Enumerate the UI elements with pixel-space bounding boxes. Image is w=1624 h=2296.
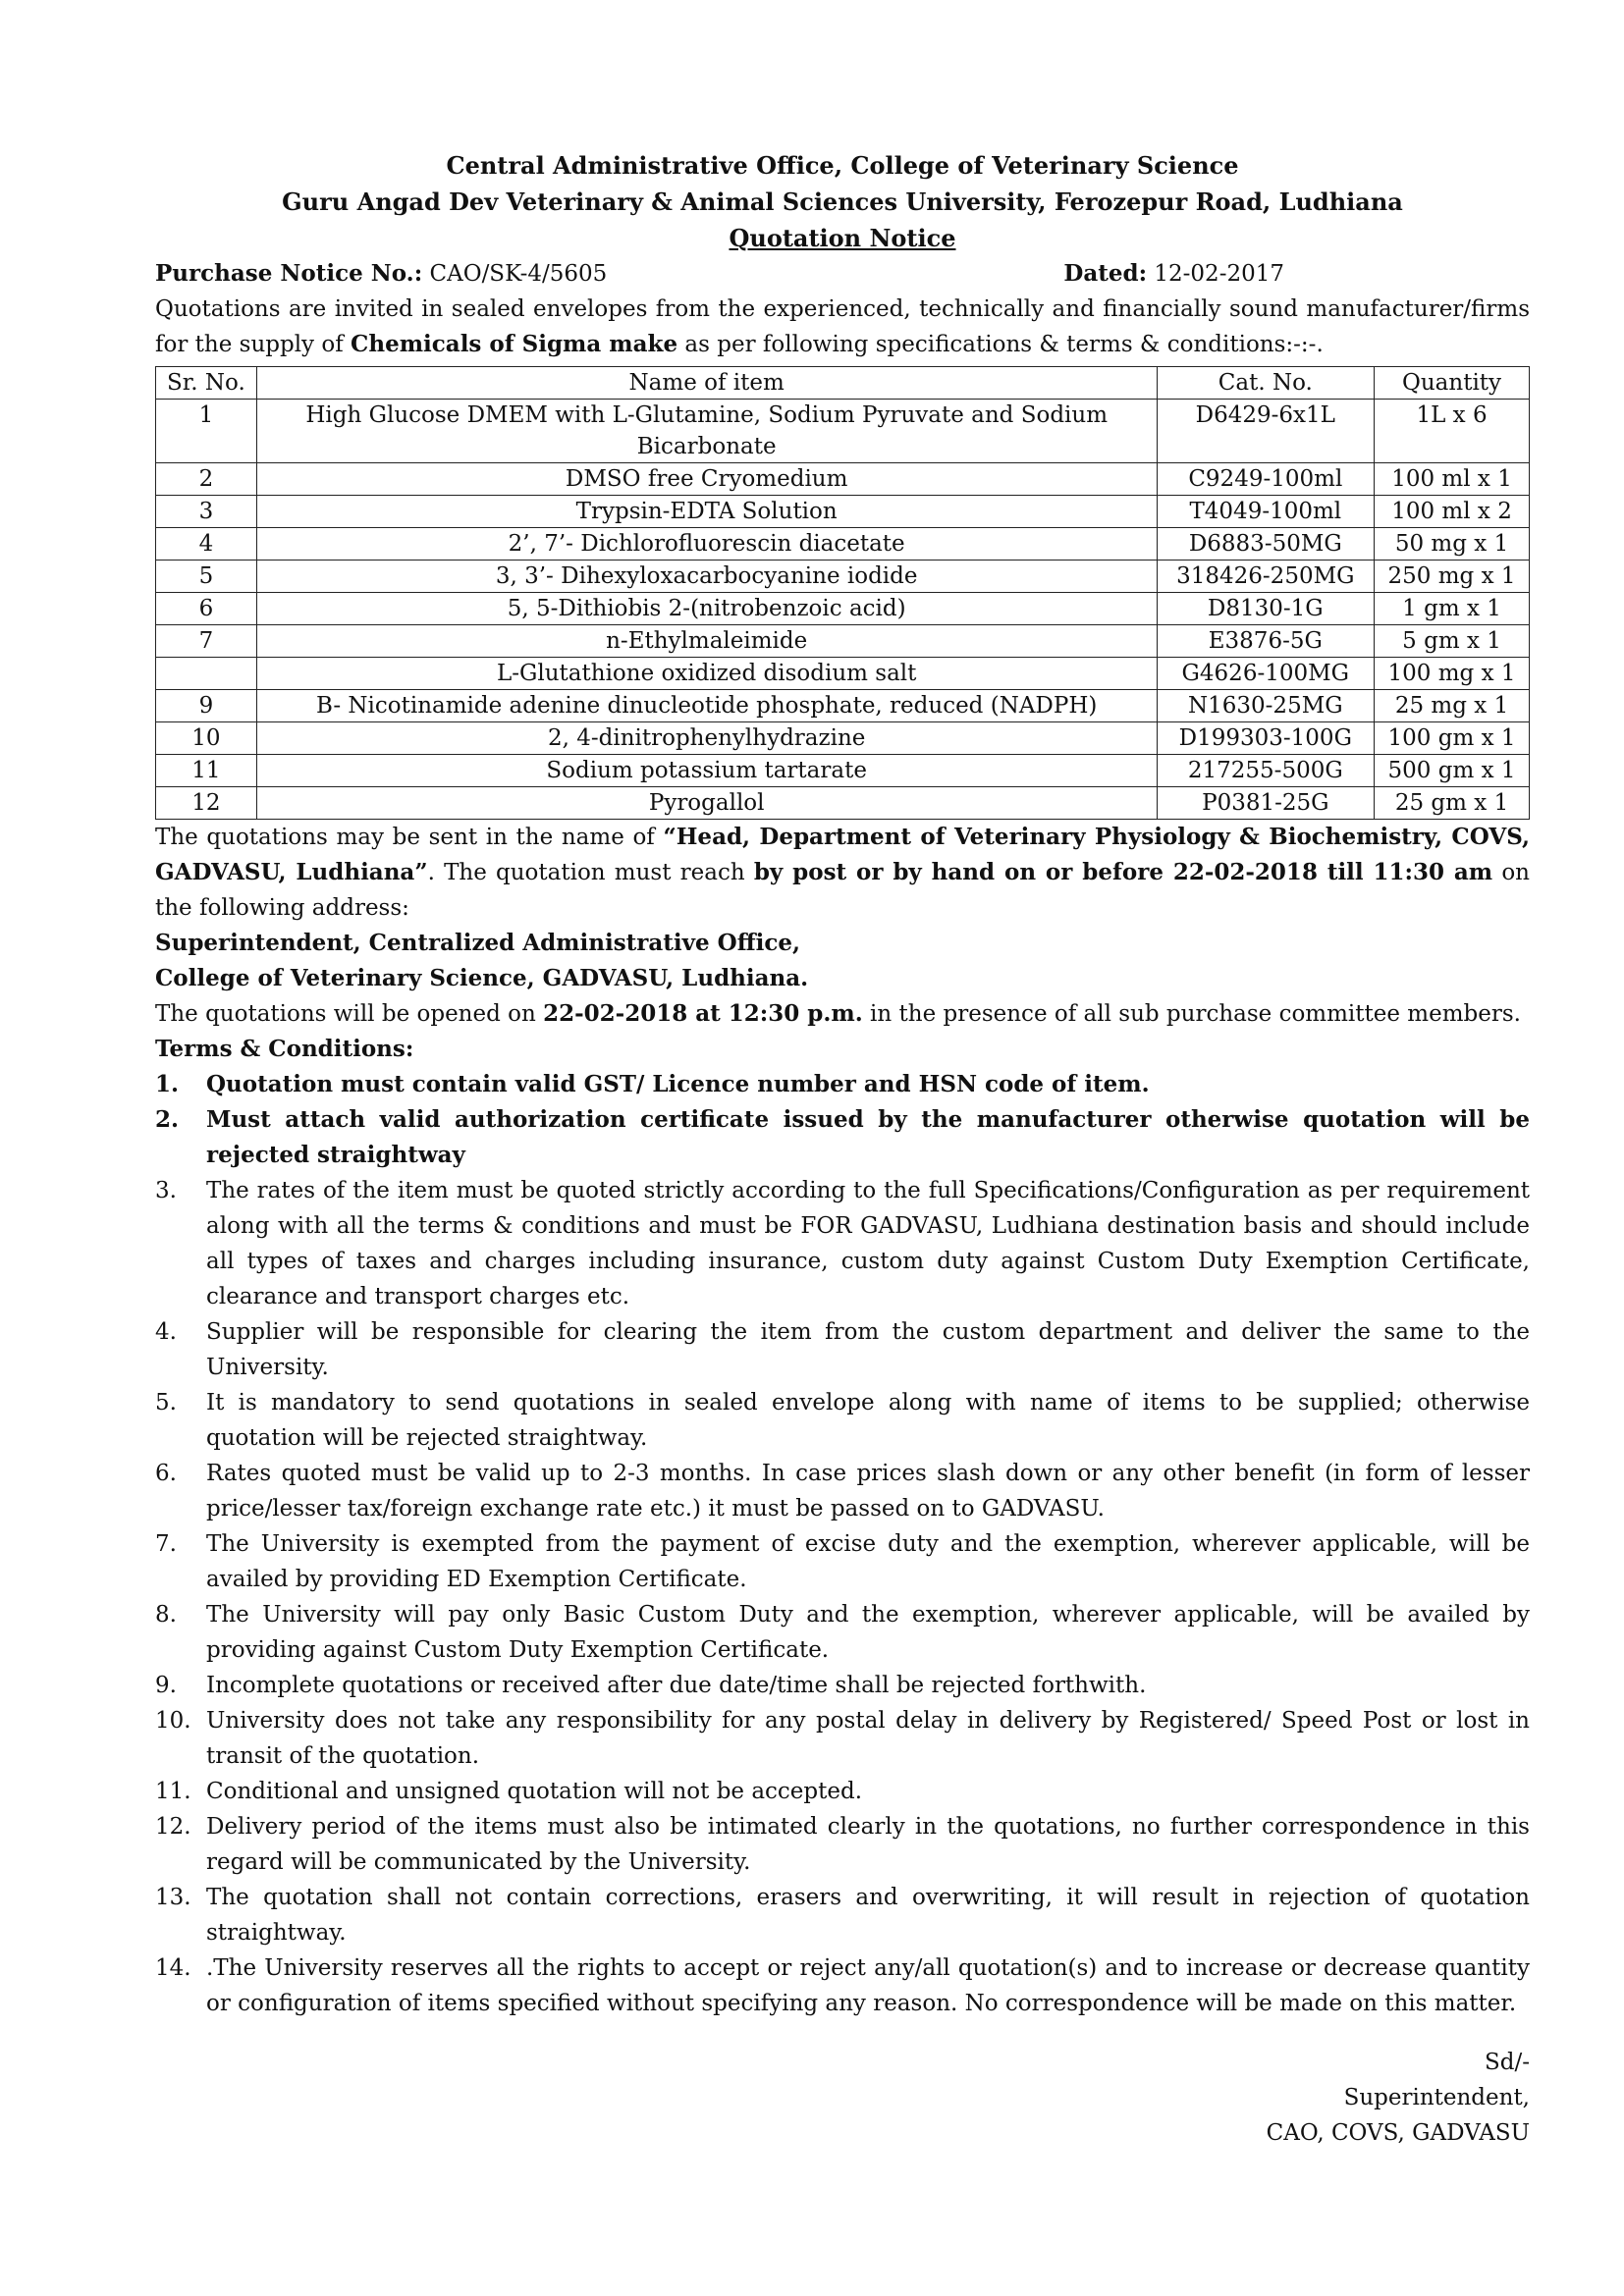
cell-sr-no: 3: [156, 496, 257, 528]
terms-list: [155, 1067, 1530, 2021]
signature-sd: Sd/-: [1485, 2050, 1530, 2075]
term-text: Delivery period of the items must also be intimated clearly in the quotations, no further correspondence in this regard will be communicated by the University.: [206, 1814, 1530, 1875]
terms-title: Terms & Conditions:: [155, 1036, 414, 1062]
term-text: .The University reserves all the rights to accept or reject any/all quotation(s) and to increase or decrease quantity or configuration of items specified without specifying any reason. No correspondence will be made on this matter.: [206, 1955, 1530, 2016]
document-header: [155, 147, 1530, 256]
signature-office: CAO, COVS, GADVASU: [1266, 2120, 1530, 2146]
cell-cat-no: C9249-100ml: [1157, 463, 1375, 496]
term-number: 7.: [155, 1531, 177, 1557]
table-row: [156, 593, 1530, 625]
cell-item-name: n-Ethylmaleimide: [256, 625, 1157, 658]
opening-paragraph: The quotations will be opened on 22-02-2018 at 12:30 p.m. in the presence of all sub purchase committee members.: [155, 1000, 1521, 1027]
term-number: 5.: [155, 1390, 177, 1415]
term-item: [155, 1102, 1530, 1173]
items-table: [155, 366, 1530, 820]
cell-cat-no: 318426-250MG: [1157, 561, 1375, 593]
cell-item-name: 2’, 7’- Dichlorofluorescin diacetate: [256, 528, 1157, 561]
cell-quantity: 100 ml x 1: [1375, 463, 1530, 496]
cell-cat-no: D8130-1G: [1157, 593, 1375, 625]
cell-quantity: 25 mg x 1: [1375, 690, 1530, 722]
term-number: 9.: [155, 1673, 177, 1698]
term-text: The quotation shall not contain corrections, erasers and overwriting, it will result in rejection of quotation straightway.: [206, 1885, 1530, 1946]
header-sr-no: Sr. No.: [156, 367, 257, 400]
cell-quantity: 100 ml x 2: [1375, 496, 1530, 528]
header-item-name: Name of item: [256, 367, 1157, 400]
notice-date: Dated: 12-02-2017: [1063, 260, 1284, 287]
term-number: 8.: [155, 1602, 177, 1628]
term-number: 13.: [155, 1885, 191, 1910]
term-item: [155, 1880, 1530, 1950]
term-number: 2.: [155, 1106, 180, 1133]
term-number: 14.: [155, 1955, 191, 1981]
table-row: [156, 787, 1530, 820]
cell-cat-no: T4049-100ml: [1157, 496, 1375, 528]
cell-quantity: 500 gm x 1: [1375, 755, 1530, 787]
term-item: [155, 1314, 1530, 1385]
cell-quantity: 100 mg x 1: [1375, 658, 1530, 690]
header-office-line: Central Administrative Office, College of Veterinary Science: [446, 151, 1239, 180]
term-text: Conditional and unsigned quotation will not be accepted.: [206, 1779, 863, 1804]
term-item: [155, 1456, 1530, 1526]
term-number: 1.: [155, 1071, 180, 1097]
term-text: Must attach valid authorization certificate issued by the manufacturer otherwise quotation will be rejected straightway: [206, 1106, 1530, 1168]
cell-item-name: Pyrogallol: [256, 787, 1157, 820]
cell-item-name: Sodium potassium tartarate: [256, 755, 1157, 787]
table-row: [156, 658, 1530, 690]
cell-sr-no: [156, 658, 257, 690]
notice-info-row: [155, 256, 1530, 292]
cell-cat-no: 217255-500G: [1157, 755, 1375, 787]
cell-sr-no: 4: [156, 528, 257, 561]
cell-cat-no: D6429-6x1L: [1157, 400, 1375, 463]
cell-sr-no: 7: [156, 625, 257, 658]
submission-paragraph: The quotations may be sent in the name of “Head, Department of Veterinary Physiology & Biochemistry, COVS, GADVASU, Ludhiana”. The quotation must reach by post or by hand on or before 22-02-2018 till 11:30 am on the following address:: [155, 824, 1530, 921]
term-text: Supplier will be responsible for clearing the item from the custom department and deliver the same to the University.: [206, 1319, 1530, 1380]
term-text: The University is exempted from the payment of excise duty and the exemption, wherever applicable, will be availed by providing ED Exemption Certificate.: [206, 1531, 1530, 1592]
cell-sr-no: 1: [156, 400, 257, 463]
table-row: [156, 722, 1530, 755]
term-text: Rates quoted must be valid up to 2-3 months. In case prices slash down or any other benefit (in form of lesser price/lesser tax/foreign exchange rate etc.) it must be passed on to GADVASU.: [206, 1461, 1530, 1522]
document-page: [155, 147, 1530, 2151]
cell-item-name: 3, 3’- Dihexyloxacarbocyanine iodide: [256, 561, 1157, 593]
cell-item-name: L-Glutathione oxidized disodium salt: [256, 658, 1157, 690]
cell-quantity: 5 gm x 1: [1375, 625, 1530, 658]
signature-block: [155, 2045, 1530, 2151]
cell-sr-no: 11: [156, 755, 257, 787]
term-text: The University will pay only Basic Custom Duty and the exemption, wherever applicable, will be availed by providing against Custom Duty Exemption Certificate.: [206, 1602, 1530, 1663]
cell-item-name: 5, 5-Dithiobis 2-(nitrobenzoic acid): [256, 593, 1157, 625]
cell-sr-no: 5: [156, 561, 257, 593]
cell-item-name: B- Nicotinamide adenine dinucleotide phosphate, reduced (NADPH): [256, 690, 1157, 722]
address-line-2: College of Veterinary Science, GADVASU, Ludhiana.: [155, 965, 809, 991]
cell-cat-no: G4626-100MG: [1157, 658, 1375, 690]
table-row: [156, 400, 1530, 463]
term-item: [155, 1668, 1530, 1703]
cell-cat-no: D199303-100G: [1157, 722, 1375, 755]
cell-quantity: 250 mg x 1: [1375, 561, 1530, 593]
cell-quantity: 50 mg x 1: [1375, 528, 1530, 561]
document-title: Quotation Notice: [729, 224, 956, 252]
cell-cat-no: P0381-25G: [1157, 787, 1375, 820]
cell-sr-no: 10: [156, 722, 257, 755]
table-row: [156, 625, 1530, 658]
term-text: Incomplete quotations or received after due date/time shall be rejected forthwith.: [206, 1673, 1147, 1698]
cell-item-name: 2, 4-dinitrophenylhydrazine: [256, 722, 1157, 755]
table-row: [156, 690, 1530, 722]
cell-item-name: DMSO free Cryomedium: [256, 463, 1157, 496]
cell-sr-no: 6: [156, 593, 257, 625]
term-number: 10.: [155, 1708, 191, 1734]
cell-quantity: 100 gm x 1: [1375, 722, 1530, 755]
cell-quantity: 1L x 6: [1375, 400, 1530, 463]
term-item: [155, 1173, 1530, 1314]
term-item: [155, 1526, 1530, 1597]
term-item: [155, 1597, 1530, 1668]
term-item: [155, 1809, 1530, 1880]
cell-item-name: High Glucose DMEM with L-Glutamine, Sodium Pyruvate and Sodium Bicarbonate: [256, 400, 1157, 463]
cell-cat-no: D6883-50MG: [1157, 528, 1375, 561]
cell-sr-no: 12: [156, 787, 257, 820]
term-item: [155, 1703, 1530, 1774]
term-item: [155, 1950, 1530, 2021]
header-quantity: Quantity: [1375, 367, 1530, 400]
table-row: [156, 561, 1530, 593]
cell-quantity: 25 gm x 1: [1375, 787, 1530, 820]
cell-quantity: 1 gm x 1: [1375, 593, 1530, 625]
signature-designation: Superintendent,: [1343, 2085, 1530, 2110]
table-row: [156, 496, 1530, 528]
table-header-row: [156, 367, 1530, 400]
term-text: Quotation must contain valid GST/ Licence number and HSN code of item.: [206, 1071, 1150, 1097]
cell-sr-no: 2: [156, 463, 257, 496]
table-row: [156, 755, 1530, 787]
term-text: It is mandatory to send quotations in sealed envelope along with name of items to be supplied; otherwise quotation will be rejected straightway.: [206, 1390, 1530, 1451]
term-number: 6.: [155, 1461, 177, 1486]
purchase-notice-number: Purchase Notice No.: CAO/SK-4/5605: [155, 260, 608, 287]
cell-cat-no: N1630-25MG: [1157, 690, 1375, 722]
term-number: 4.: [155, 1319, 177, 1345]
cell-cat-no: E3876-5G: [1157, 625, 1375, 658]
items-table-body: [156, 400, 1530, 820]
address-line-1: Superintendent, Centralized Administrative Office,: [155, 930, 800, 956]
term-item: [155, 1385, 1530, 1456]
term-item: [155, 1067, 1530, 1102]
term-number: 12.: [155, 1814, 191, 1840]
cell-sr-no: 9: [156, 690, 257, 722]
intro-paragraph: Quotations are invited in sealed envelopes from the experienced, technically and financially sound manufacturer/firms for the supply of Chemicals of Sigma make as per following specifications & terms & conditions:-:-.: [155, 296, 1530, 357]
term-number: 3.: [155, 1178, 177, 1203]
table-row: [156, 528, 1530, 561]
header-university-line: Guru Angad Dev Veterinary & Animal Sciences University, Ferozepur Road, Ludhiana: [282, 187, 1403, 216]
term-text: The rates of the item must be quoted strictly according to the full Specifications/Configuration as per requirement along with all the terms & conditions and must be FOR GADVASU, Ludhiana destination basis and should include all types of taxes and charges including insurance, custom duty against Custom Duty Exemption Certificate, clearance and transport charges etc.: [206, 1178, 1530, 1309]
term-item: [155, 1774, 1530, 1809]
header-cat-no: Cat. No.: [1157, 367, 1375, 400]
term-number: 11.: [155, 1779, 191, 1804]
cell-item-name: Trypsin-EDTA Solution: [256, 496, 1157, 528]
table-row: [156, 463, 1530, 496]
term-text: University does not take any responsibility for any postal delay in delivery by Registered/ Speed Post or lost in transit of the quotation.: [206, 1708, 1530, 1769]
